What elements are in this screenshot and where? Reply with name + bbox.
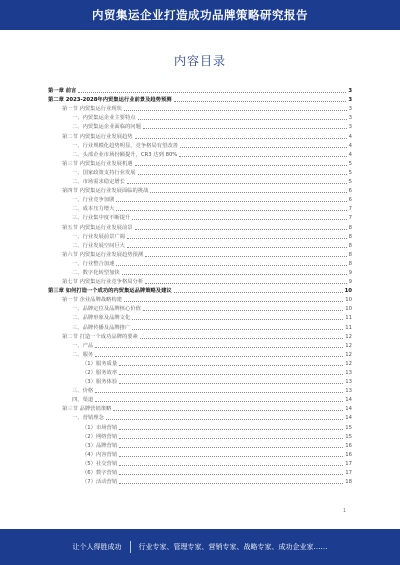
toc-entry[interactable] <box>48 103 352 112</box>
toc-leader-dots <box>143 128 347 129</box>
toc-entry-page: 7 <box>348 215 352 222</box>
toc-entry-page: 5 <box>348 160 352 167</box>
toc-entry-label: 第三节 内贸集运行业发展机遇 <box>62 160 133 167</box>
toc-entry[interactable] <box>48 158 352 167</box>
toc-entry[interactable] <box>48 121 352 130</box>
toc-entry[interactable] <box>48 312 352 321</box>
toc-entry[interactable] <box>48 94 352 103</box>
toc-leader-dots <box>116 265 346 266</box>
toc-leader-dots <box>116 210 346 211</box>
toc-entry-label: 第六节 内贸集运行业发展趋势预测 <box>62 251 144 258</box>
toc-entry-page: 4 <box>348 151 352 158</box>
toc-entry-label: （6）数字营销 <box>82 470 118 477</box>
toc-entry-page: 7 <box>348 206 352 213</box>
toc-entry[interactable] <box>48 476 352 485</box>
toc-entry-page: 8 <box>348 242 352 249</box>
toc-entry-page: 8 <box>348 251 352 258</box>
toc-entry[interactable] <box>48 212 352 221</box>
toc-leader-dots <box>113 410 343 411</box>
toc-leader-dots <box>119 429 343 430</box>
toc-entry-label: 一、内贸集运企业主要特点 <box>72 115 136 122</box>
toc-leader-dots <box>116 201 346 202</box>
toc-entry-page: 17 <box>345 470 352 477</box>
toc-entry-label: 一、行业整合加速 <box>72 260 115 267</box>
toc-entry-label: （3）品牌营销 <box>82 442 118 449</box>
toc-leader-dots <box>95 401 343 402</box>
toc-entry-page: 6 <box>348 197 352 204</box>
toc-leader-dots <box>127 247 347 248</box>
toc-entry-page: 3 <box>348 124 352 131</box>
toc-leader-dots <box>122 274 347 275</box>
toc-entry-page: 10 <box>345 306 352 313</box>
toc-leader-dots <box>78 92 346 93</box>
page-number: 1 <box>343 508 347 514</box>
toc-entry-page: 4 <box>348 133 352 140</box>
toc-entry-label: 第二章 2023-2028年内贸集运行业前景及趋势预测 <box>48 97 172 104</box>
toc-entry-page: 15 <box>345 424 352 431</box>
toc-entry[interactable] <box>48 431 352 440</box>
toc-leader-dots <box>140 338 343 339</box>
toc-entry-page: 18 <box>345 479 352 486</box>
report-header-banner <box>0 0 400 30</box>
toc-entry-page: 3 <box>348 115 352 122</box>
toc-heading: 内容目录 <box>173 54 226 68</box>
toc-entry-page: 4 <box>348 142 352 149</box>
toc-leader-dots <box>124 110 347 111</box>
toc-entry-label: 一、行业发展前景广阔 <box>72 233 125 240</box>
table-of-contents <box>48 85 352 485</box>
toc-entry-page: 12 <box>345 333 352 340</box>
toc-entry[interactable] <box>48 267 352 276</box>
toc-entry-label: 二、行业发展空间巨大 <box>72 242 125 249</box>
toc-entry-label: 一、产品 <box>72 342 94 349</box>
toc-entry-page: 3 <box>348 88 352 95</box>
toc-entry[interactable] <box>48 421 352 430</box>
toc-entry[interactable] <box>48 385 352 394</box>
toc-entry-page: 14 <box>345 397 352 404</box>
toc-entry-label: （1）服务质量 <box>82 360 118 367</box>
toc-entry-page: 13 <box>345 370 352 376</box>
footer-banner <box>0 529 400 565</box>
toc-entry-page: 9 <box>348 279 352 286</box>
toc-entry[interactable] <box>48 167 352 176</box>
toc-entry[interactable] <box>48 412 352 421</box>
footer-experts: 行业专家、管理专家、营销专家、战略专家、成功企业家…… <box>138 543 328 551</box>
toc-leader-dots <box>127 238 347 239</box>
toc-leader-dots <box>119 447 343 448</box>
toc-entry-label: 一、行业竞争加剧 <box>72 197 115 204</box>
toc-entry-label: 第七节 内贸集运行业竞争格局分析 <box>62 279 144 286</box>
toc-entry[interactable] <box>48 130 352 139</box>
toc-entry-page: 17 <box>345 460 352 467</box>
toc-entry[interactable] <box>48 349 352 358</box>
toc-entry-page: 12 <box>345 351 352 358</box>
toc-leader-dots <box>119 483 343 484</box>
toc-leader-dots <box>138 174 347 175</box>
toc-leader-dots <box>135 165 347 166</box>
toc-leader-dots <box>95 347 343 348</box>
toc-leader-dots <box>145 256 346 257</box>
toc-leader-dots <box>119 474 343 475</box>
toc-entry-page: 3 <box>348 106 352 113</box>
toc-entry-label: （3）服务体验 <box>82 379 118 386</box>
toc-leader-dots <box>174 292 343 293</box>
toc-entry[interactable] <box>48 231 352 240</box>
toc-leader-dots <box>119 438 343 439</box>
toc-entry-label: 二、头部企业市场份额提升，CR3 达到 80% <box>72 151 178 158</box>
toc-leader-dots <box>179 156 346 157</box>
report-title: 内贸集运企业打造成功品牌策略研究报告 <box>92 8 308 22</box>
toc-entry[interactable] <box>48 176 352 185</box>
toc-entry-label: 四、渠道 <box>72 397 94 404</box>
toc-entry-page: 13 <box>345 388 352 395</box>
toc-entry-label: 第一节 企业品牌战略构建 <box>62 297 122 304</box>
toc-entry-page: 16 <box>345 442 352 449</box>
toc-entry-label: 第一节 内贸集运行业现状 <box>62 106 122 113</box>
toc-entry[interactable] <box>48 258 352 267</box>
toc-entry[interactable] <box>48 221 352 230</box>
toc-entry-label: 二、市场需求稳定增长 <box>72 179 125 186</box>
toc-entry-label: 二、内贸集运企业面临的问题 <box>72 124 141 131</box>
toc-leader-dots <box>174 101 347 102</box>
toc-entry-label: （7）活动营销 <box>82 479 118 486</box>
toc-entry-page: 8 <box>348 224 352 231</box>
toc-entry-label: 一、国家政策支持行业发展 <box>72 169 136 176</box>
toc-leader-dots <box>106 419 343 420</box>
toc-entry[interactable] <box>48 85 352 94</box>
toc-entry-label: 第一章 前言 <box>48 88 77 95</box>
toc-entry-label: 二、品牌形象及品牌文化 <box>72 315 131 322</box>
toc-entry-label: 第三章 如何打造一个成功的内贸集运品牌策略及建议 <box>48 288 172 295</box>
toc-entry[interactable] <box>48 249 352 258</box>
toc-entry[interactable] <box>48 112 352 121</box>
toc-leader-dots <box>138 119 347 120</box>
toc-entry[interactable] <box>48 449 352 458</box>
toc-entry-label: （5）社交营销 <box>82 460 118 467</box>
toc-entry[interactable] <box>48 194 352 203</box>
toc-entry-page: 9 <box>348 269 352 276</box>
toc-entry-page: 3 <box>348 97 352 104</box>
toc-entry-page: 13 <box>345 379 352 386</box>
toc-entry[interactable] <box>48 294 352 303</box>
toc-entry-label: 三、行业集中度不断提升 <box>72 215 131 222</box>
toc-leader-dots <box>119 465 343 466</box>
footer-slogan: 让个人得胜成功 <box>72 543 122 551</box>
toc-entry-page: 11 <box>345 324 352 331</box>
toc-entry-label: 第三节 品牌营销策略 <box>62 406 112 413</box>
toc-entry-label: 第二节 打造一个成功品牌的要素 <box>62 333 138 340</box>
toc-leader-dots <box>143 310 343 311</box>
toc-leader-dots <box>119 374 343 375</box>
toc-entry-page: 6 <box>348 188 352 195</box>
toc-leader-dots <box>124 301 343 302</box>
toc-entry[interactable] <box>48 367 352 376</box>
toc-entry-label: 第五节 内贸集运行业发展前景 <box>62 224 133 231</box>
toc-entry[interactable] <box>48 340 352 349</box>
toc-entry-label: （2）服务效率 <box>82 370 118 376</box>
toc-entry-page: 12 <box>345 360 352 367</box>
toc-entry-page: 11 <box>345 315 352 322</box>
toc-entry-label: 三、价格 <box>72 388 94 395</box>
toc-entry[interactable] <box>48 331 352 340</box>
toc-entry[interactable] <box>48 240 352 249</box>
toc-leader-dots <box>132 219 346 220</box>
toc-entry-page: 10 <box>345 297 352 304</box>
toc-entry-page: 8 <box>348 260 352 267</box>
toc-leader-dots <box>119 383 343 384</box>
toc-entry-page: 5 <box>348 169 352 176</box>
toc-leader-dots <box>127 183 347 184</box>
toc-entry[interactable] <box>48 321 352 330</box>
toc-leader-dots <box>135 229 347 230</box>
toc-leader-dots <box>132 319 343 320</box>
toc-entry-label: 二、服务 <box>72 351 94 358</box>
toc-entry-page: 16 <box>345 451 352 458</box>
toc-entry[interactable] <box>48 376 352 385</box>
toc-entry-page: 5 <box>348 179 352 186</box>
toc-entry[interactable] <box>48 203 352 212</box>
toc-entry-label: 第二节 内贸集运行业发展趋势 <box>62 133 133 140</box>
toc-entry[interactable] <box>48 149 352 158</box>
toc-leader-dots <box>132 329 343 330</box>
toc-entry[interactable] <box>48 458 352 467</box>
toc-entry-page: 8 <box>348 233 352 240</box>
toc-entry[interactable] <box>48 140 352 149</box>
toc-entry[interactable] <box>48 467 352 476</box>
toc-leader-dots <box>95 392 343 393</box>
toc-entry-label: 一、营销理念 <box>72 415 104 422</box>
toc-entry-label: 二、数字化转型加快 <box>72 269 120 276</box>
toc-leader-dots <box>180 147 347 148</box>
toc-entry-label: 第四节 内贸集运行业发展面临的挑战 <box>62 188 149 195</box>
toc-entry[interactable] <box>48 185 352 194</box>
toc-entry-page: 10 <box>344 288 352 295</box>
toc-entry-label: （2）网络营销 <box>82 433 118 440</box>
toc-entry[interactable] <box>48 440 352 449</box>
toc-leader-dots <box>135 138 347 139</box>
toc-leader-dots <box>95 356 343 357</box>
toc-entry[interactable] <box>48 358 352 367</box>
toc-entry-label: （4）内容营销 <box>82 451 118 458</box>
toc-entry[interactable] <box>48 276 352 285</box>
toc-entry-page: 15 <box>345 433 352 440</box>
toc-entry-label: 一、品牌定位及品牌核心价值 <box>72 306 141 313</box>
toc-entry-page: 14 <box>345 415 352 422</box>
toc-leader-dots <box>119 456 343 457</box>
toc-entry-label: （1）市场营销 <box>82 424 118 431</box>
toc-leader-dots <box>150 192 346 193</box>
footer-divider <box>130 541 131 553</box>
toc-leader-dots <box>145 283 346 284</box>
toc-entry[interactable] <box>48 285 352 294</box>
toc-entry-page: 12 <box>345 342 352 349</box>
toc-entry-label: 一、行业规模化趋势明显，竞争格局有望改善 <box>72 142 178 149</box>
toc-entry-label: 三、品牌传播及品牌推广 <box>72 324 131 331</box>
toc-entry[interactable] <box>48 394 352 403</box>
toc-leader-dots <box>119 365 343 366</box>
toc-entry[interactable] <box>48 403 352 412</box>
toc-entry-page: 14 <box>345 406 352 413</box>
toc-entry-label: 二、成本压力增大 <box>72 206 115 213</box>
toc-entry[interactable] <box>48 303 352 312</box>
